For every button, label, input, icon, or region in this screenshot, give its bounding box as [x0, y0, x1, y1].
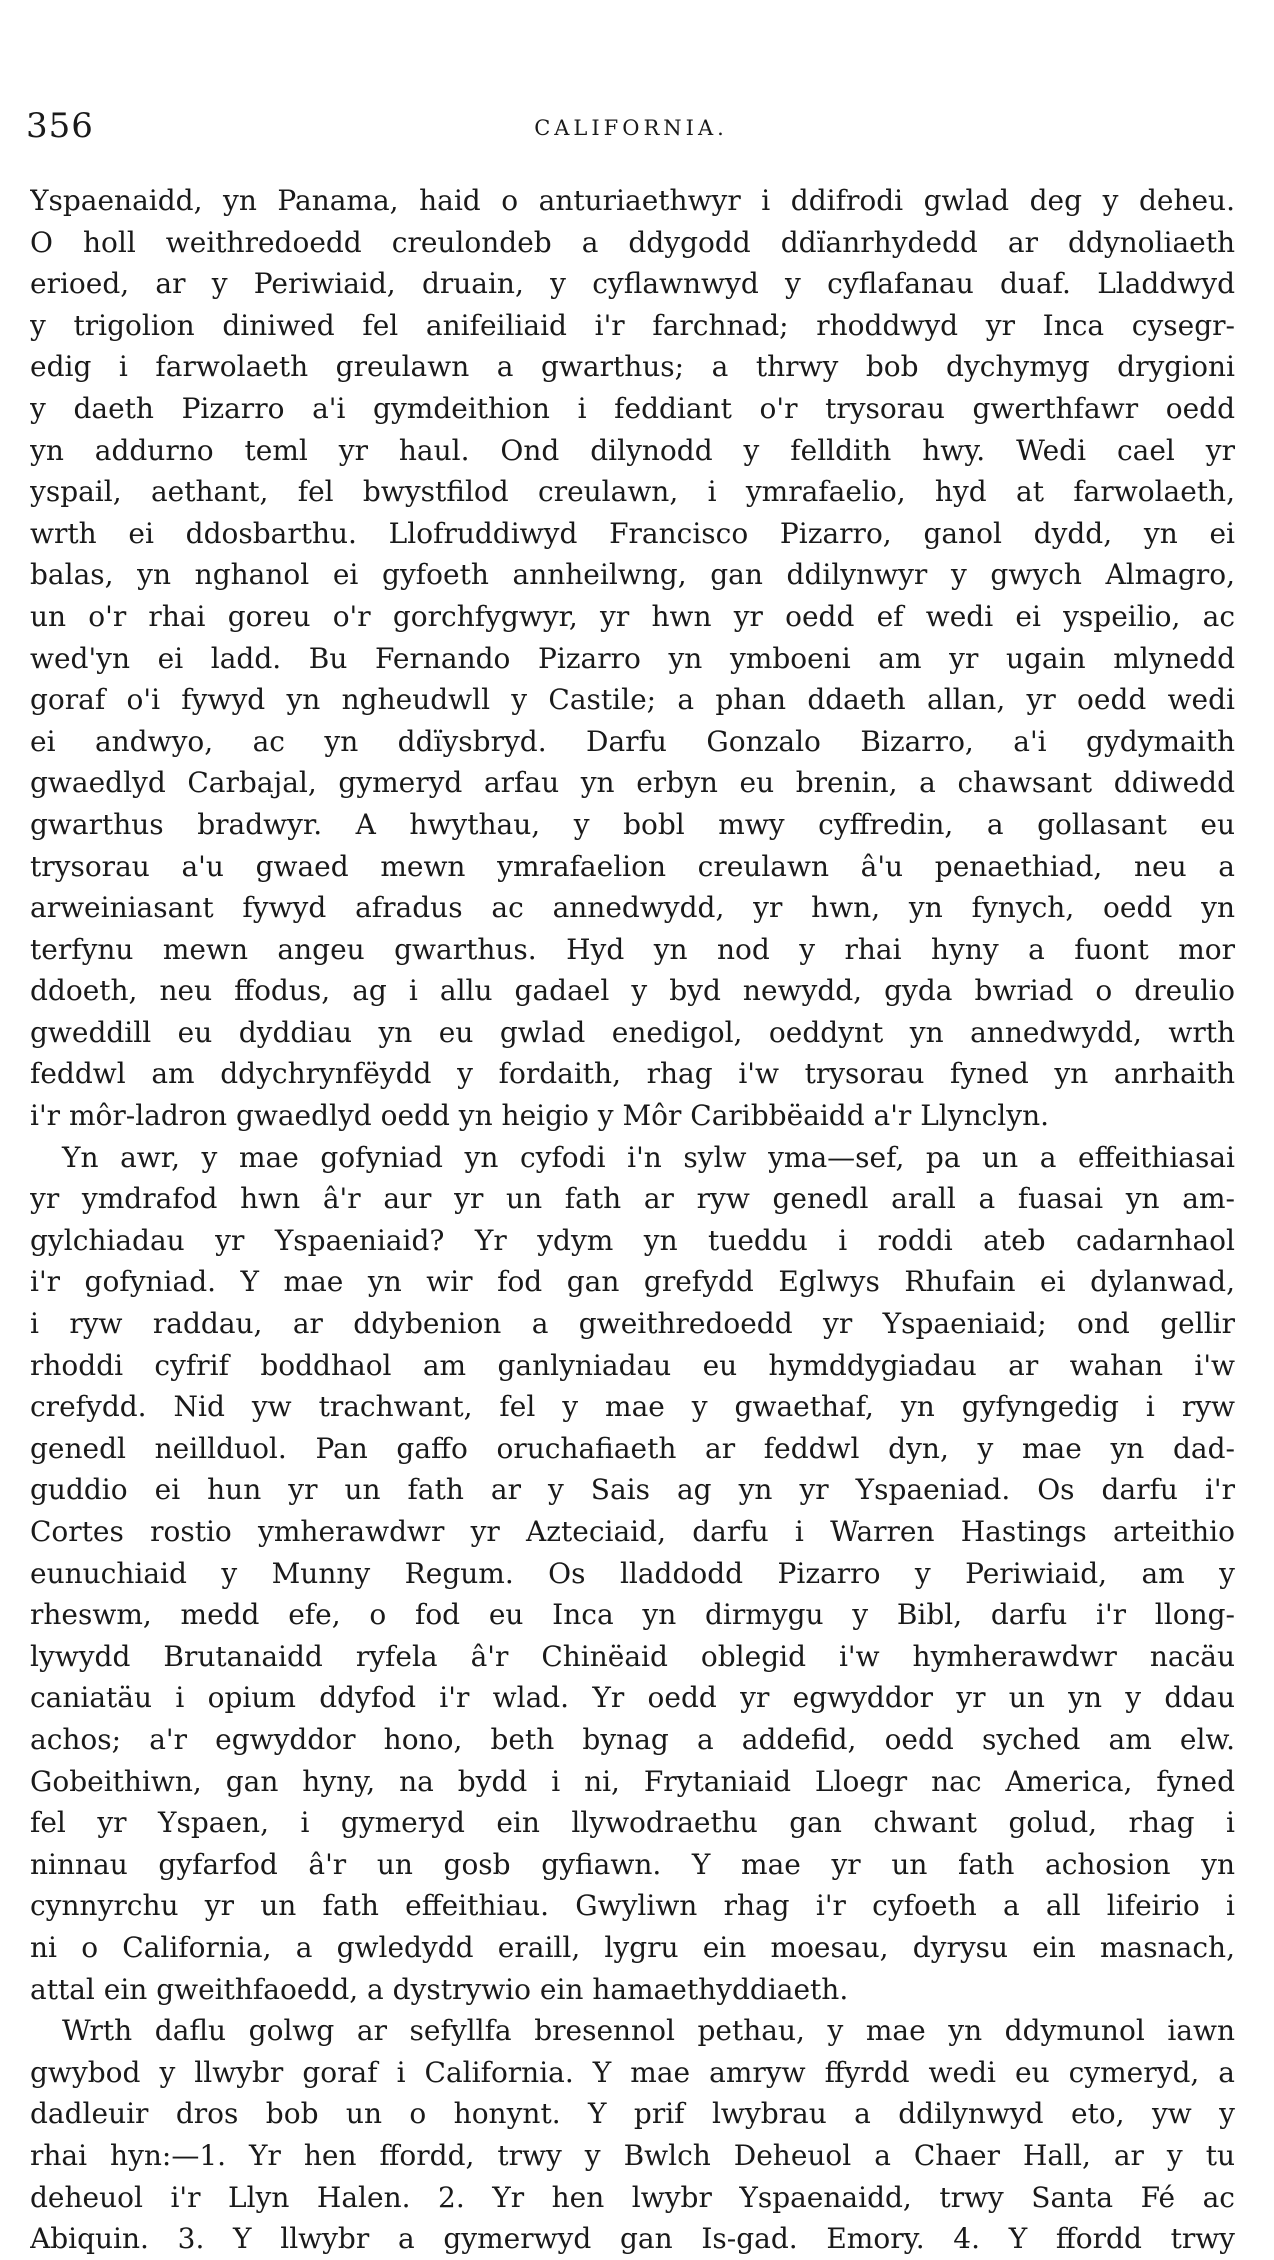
- text-line: y trigolion diniwed fel anifeiliaid i'r farchnad; rhoddwyd yr Inca cysegr-: [30, 308, 1235, 342]
- text-line: gwarthus bradwyr. A hwythau, y bobl mwy cyffredin, a gollasant eu: [30, 807, 1235, 841]
- text-line: un o'r rhai goreu o'r gorchfygwyr, yr hwn yr oedd ef wedi ei yspeilio, ac: [30, 599, 1235, 633]
- text-line: fel yr Yspaen, i gymeryd ein llywodraethu gan chwant golud, rhag i: [30, 1806, 1235, 1840]
- text-line: i ryw raddau, ar ddybenion a gweithredoedd yr Yspaeniaid; ond gellir: [30, 1307, 1235, 1341]
- text-line: i'r gofyniad. Y mae yn wir fod gan grefydd Eglwys Rhufain ei dylanwad,: [30, 1265, 1235, 1299]
- text-line: yn addurno teml yr haul. Ond dilynodd y felldith hwy. Wedi cael yr: [30, 433, 1235, 467]
- text-line: edig i farwolaeth greulawn a gwarthus; a thrwy bob dychymyg drygioni: [30, 350, 1235, 384]
- text-line: balas, yn nghanol ei gyfoeth annheilwng, gan ddilynwyr y gwych Almagro,: [30, 558, 1235, 592]
- text-line: yr ymdrafod hwn â'r aur yr un fath ar ryw genedl arall a fuasai yn am-: [30, 1182, 1235, 1216]
- text-line: rhai hyn:—1. Yr hen ffordd, trwy y Bwlch Deheuol a Chaer Hall, ar y tu: [30, 2138, 1235, 2172]
- text-line: ni o California, a gwledydd eraill, lygru ein moesau, dyrysu ein masnach,: [30, 1930, 1235, 1964]
- text-line: crefydd. Nid yw trachwant, fel y mae y gwaethaf, yn gyfyngedig i ryw: [30, 1390, 1235, 1424]
- text-line: ninnau gyfarfod â'r un gosb gyfiawn. Y mae yr un fath achosion yn: [30, 1847, 1235, 1881]
- text-line: Cortes rostio ymherawdwr yr Azteciaid, darfu i Warren Hastings arteithio: [30, 1515, 1235, 1548]
- paragraph: [30, 2010, 1235, 2260]
- text-line: gwybod y llwybr goraf i California. Y mae amryw ffyrdd wedi eu cymeryd, a: [30, 2055, 1235, 2089]
- text-line: Yn awr, y mae gofyniad yn cyfodi i'n sylw yma—sef, pa un a effeithiasai: [62, 1140, 1235, 1174]
- text-line: rhoddi cyfrif boddhaol am ganlyniadau eu hymddygiadau ar wahan i'w: [30, 1348, 1235, 1382]
- text-line: gweddill eu dyddiau yn eu gwlad enedigol, oeddynt yn annedwydd, wrth: [30, 1015, 1235, 1049]
- text-line: cynnyrchu yr un fath effeithiau. Gwyliwn rhag i'r cyfoeth a all lifeirio i: [30, 1889, 1235, 1923]
- page-header: [26, 106, 1236, 146]
- text-line: dadleuir dros bob un o honynt. Y prif lwybrau a ddilynwyd eto, yw y: [30, 2097, 1235, 2131]
- text-line: trysorau a'u gwaed mewn ymrafaelion creulawn â'u penaethiad, neu a: [30, 849, 1235, 883]
- text-line: gylchiadau yr Yspaeniaid? Yr ydym yn tueddu i roddi ateb cadarnhaol: [30, 1223, 1235, 1257]
- text-line: gwaedlyd Carbajal, gymeryd arfau yn erbyn eu brenin, a chawsant ddiwedd: [30, 766, 1235, 800]
- text-line: guddio ei hun yr un fath ar y Sais ag yn yr Yspaeniad. Os darfu i'r: [30, 1473, 1235, 1507]
- text-line: attal ein gweithfaoedd, a dystrywio ein hamaethyddiaeth.: [30, 1972, 849, 2006]
- text-line: erioed, ar y Periwiaid, druain, y cyflawnwyd y cyflafanau duaf. Lladdwyd: [30, 267, 1235, 301]
- text-line: Wrth daflu golwg ar sefyllfa bresennol pethau, y mae yn ddymunol iawn: [62, 2014, 1235, 2048]
- body-text: [30, 180, 1235, 2260]
- text-line: wed'yn ei ladd. Bu Fernando Pizarro yn ymboeni am yr ugain mlynedd: [30, 641, 1235, 675]
- text-line: feddwl am ddychrynfëydd y fordaith, rhag i'w trysorau fyned yn anrhaith: [30, 1057, 1235, 1091]
- text-line: rheswm, medd efe, o fod eu Inca yn dirmygu y Bibl, darfu i'r llong-: [30, 1598, 1235, 1632]
- text-line: terfynu mewn angeu gwarthus. Hyd yn nod y rhai hyny a fuont mor: [30, 932, 1235, 966]
- text-line: caniatäu i opium ddyfod i'r wlad. Yr oedd yr egwyddor yr un yn y ddau: [30, 1681, 1235, 1715]
- text-line: wrth ei ddosbarthu. Llofruddiwyd Francisco Pizarro, ganol dydd, yn ei: [30, 516, 1235, 550]
- text-line: arweiniasant fywyd afradus ac annedwydd, yr hwn, yn fynych, oedd yn: [30, 891, 1235, 925]
- text-line: Abiquin. 3. Y llwybr a gymerwyd gan Is-gad. Emory. 4. Y ffordd trwy: [30, 2222, 1235, 2256]
- text-line: genedl neillduol. Pan gaffo oruchafiaeth ar feddwl dyn, y mae yn dad-: [30, 1431, 1235, 1465]
- text-line: Yspaenaidd, yn Panama, haid o anturiaethwyr i ddifrodi gwlad deg y deheu.: [30, 184, 1235, 217]
- text-line: deheuol i'r Llyn Halen. 2. Yr hen lwybr Yspaenaidd, trwy Santa Fé ac: [30, 2180, 1235, 2214]
- running-head: CALIFORNIA.: [534, 116, 728, 140]
- text-line: ddoeth, neu ffodus, ag i allu gadael y byd newydd, gyda bwriad o dreulio: [30, 974, 1235, 1008]
- text-line: ei andwyo, ac yn ddïysbryd. Darfu Gonzalo Bizarro, a'i gydymaith: [30, 724, 1235, 758]
- text-line: goraf o'i fywyd yn ngheudwll y Castile; a phan ddaeth allan, yr oedd wedi: [30, 683, 1235, 717]
- text-line: yspail, aethant, fel bwystfilod creulawn, i ymrafaelio, hyd at farwolaeth,: [30, 475, 1235, 509]
- text-line: eunuchiaid y Munny Regum. Os lladdodd Pizarro y Periwiaid, am y: [30, 1556, 1235, 1590]
- text-line: lywydd Brutanaidd ryfela â'r Chinëaid oblegid i'w hymherawdwr nacäu: [30, 1639, 1235, 1673]
- page-number: 356: [26, 106, 94, 146]
- text-line: i'r môr-ladron gwaedlyd oedd yn heigio y Môr Caribbëaidd a'r Llynclyn.: [30, 1099, 1050, 1133]
- paragraph: [30, 1137, 1235, 2010]
- text-line: Gobeithiwn, gan hyny, na bydd i ni, Frytaniaid Lloegr nac America, fyned: [30, 1764, 1235, 1798]
- text-line: achos; a'r egwyddor hono, beth bynag a addefid, oedd syched am elw.: [30, 1722, 1235, 1756]
- paragraph: [30, 180, 1235, 1137]
- text-line: y daeth Pizarro a'i gymdeithion i feddiant o'r trysorau gwerthfawr oedd: [30, 391, 1235, 425]
- text-line: O holl weithredoedd creulondeb a ddygodd ddïanrhydedd ar ddynoliaeth: [30, 225, 1235, 259]
